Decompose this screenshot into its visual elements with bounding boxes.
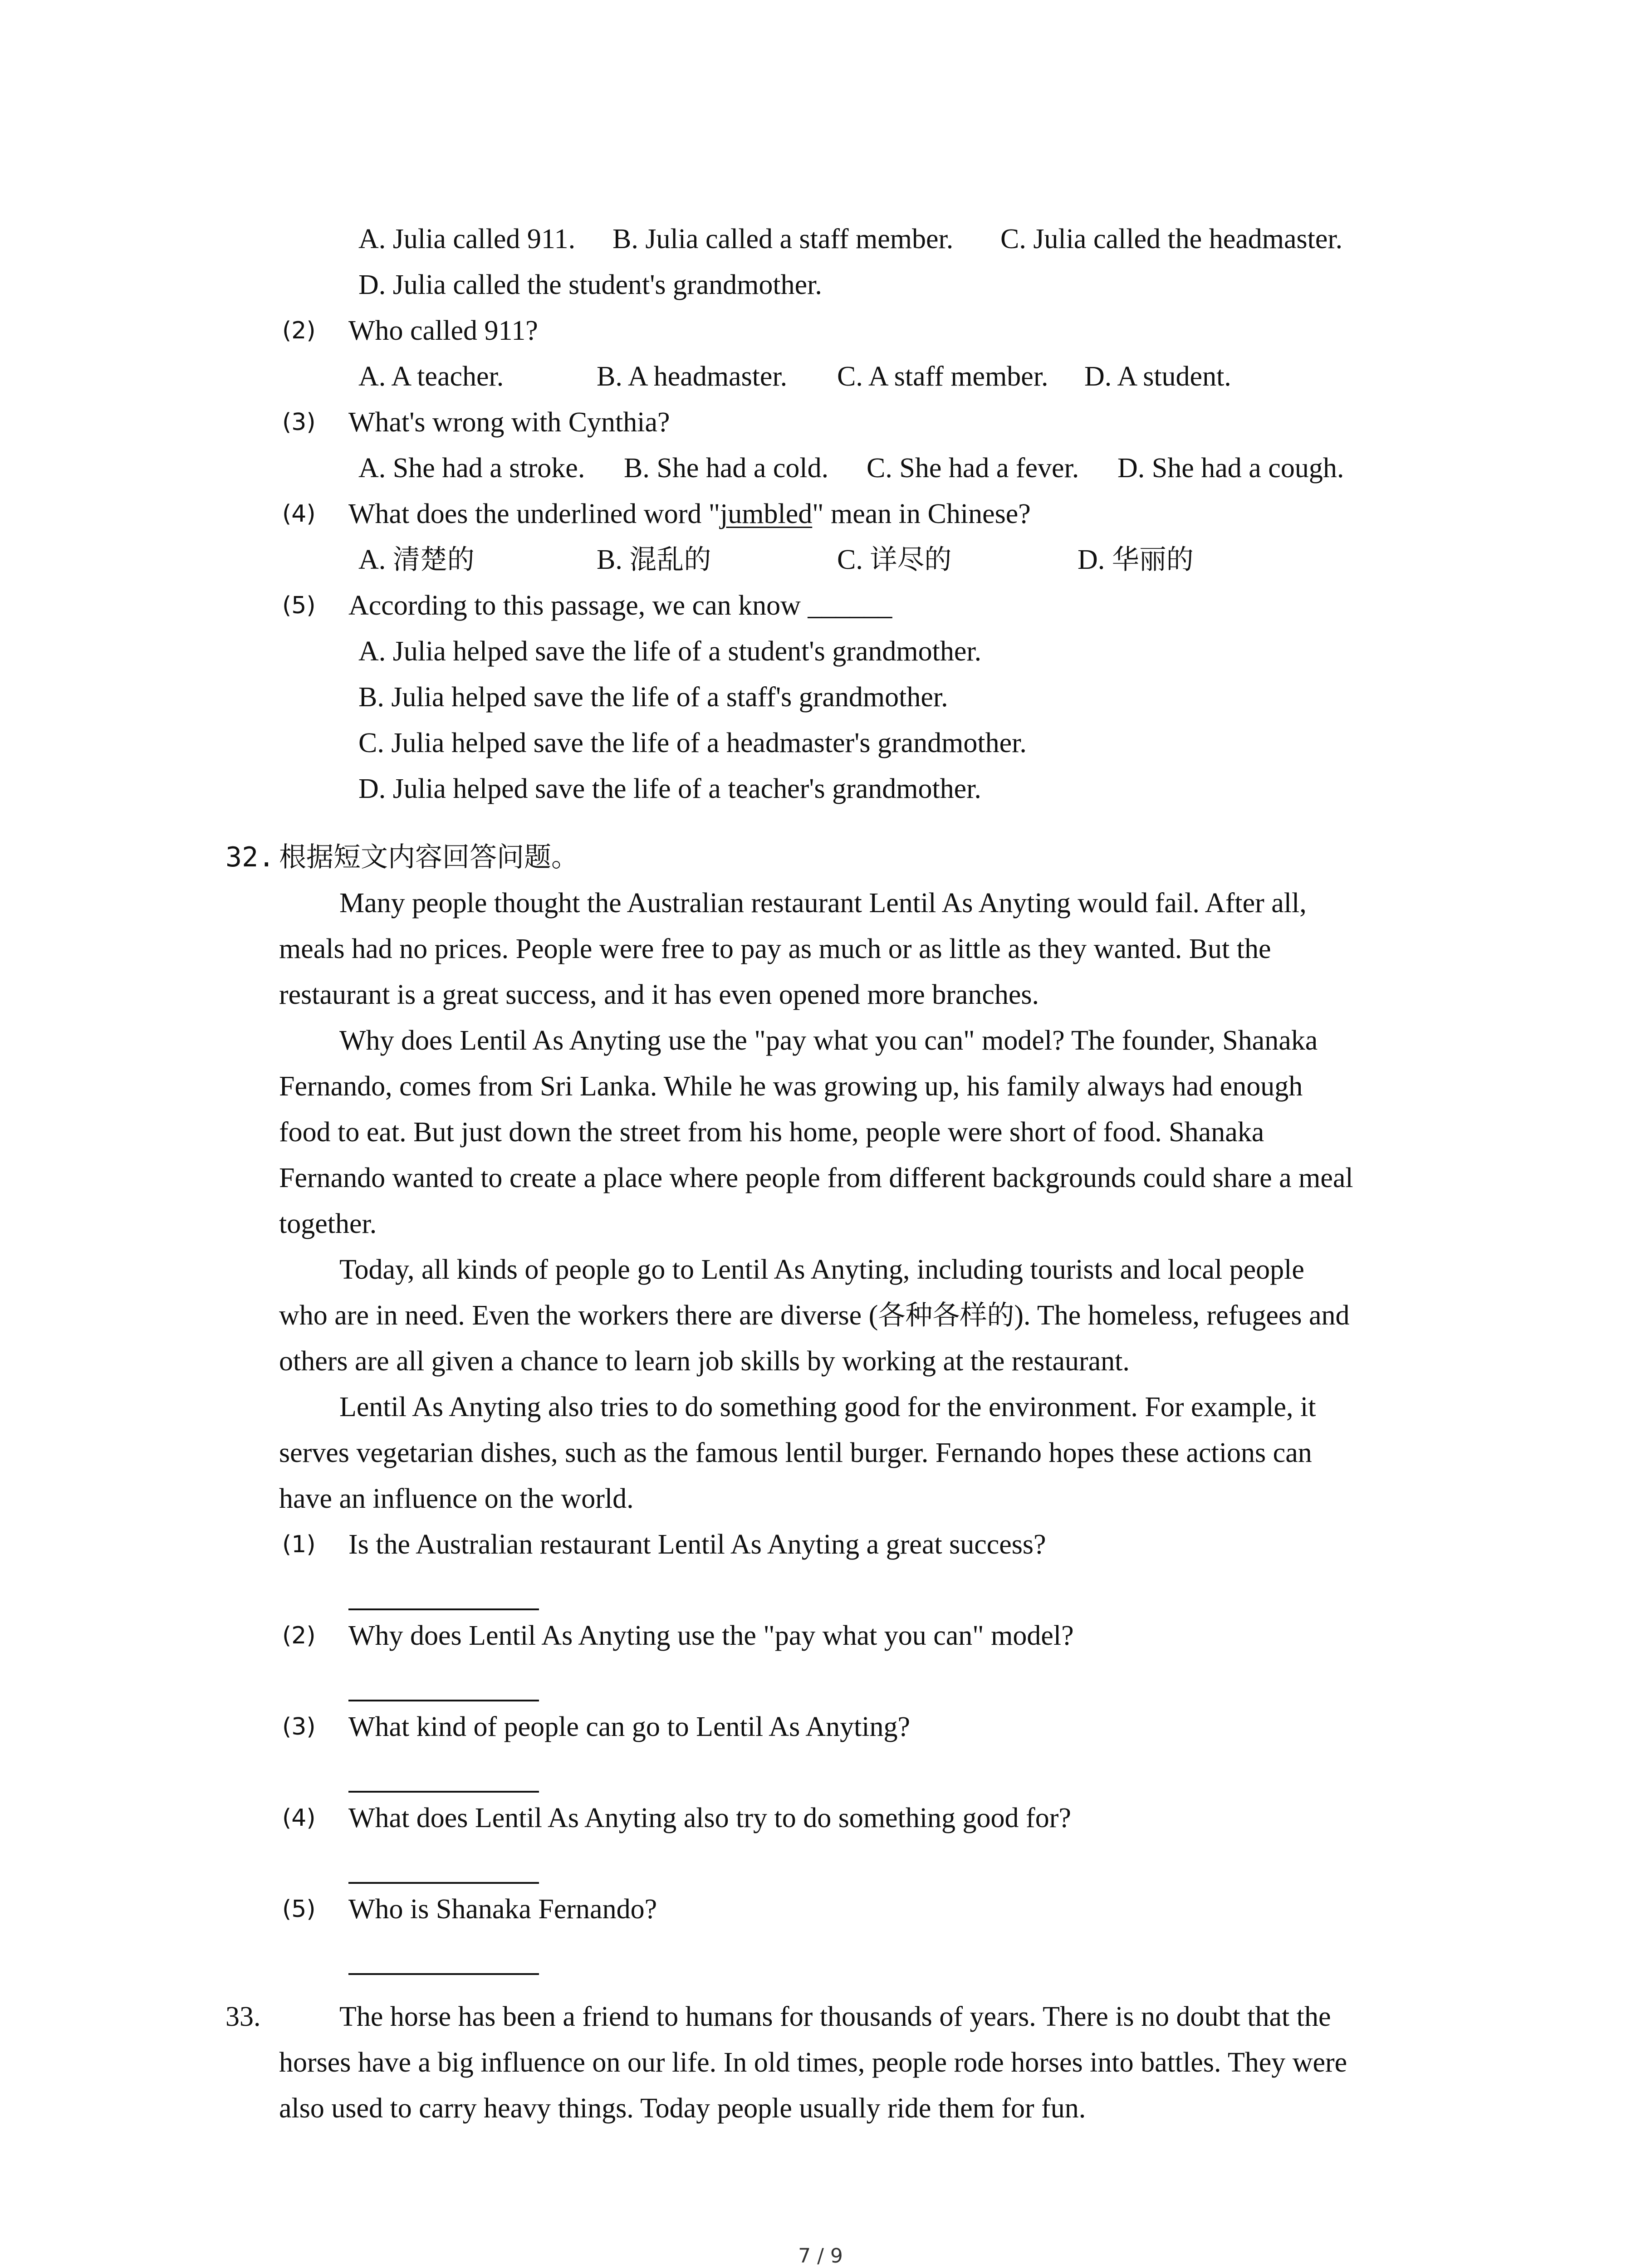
q31-4-option-d — [1078, 542, 1194, 578]
q32-passage-p1-line3: restaurant is a great success, and it has even opened more branches. — [279, 979, 1039, 1010]
q31-1-option-c: C. Julia called the headmaster. — [1000, 224, 1343, 254]
q31-5-option-c: C. Julia helped save the life of a headmaster's grandmother. — [358, 728, 1027, 758]
q32-passage-p3-line2-c: ). The homeless, refugees and — [1014, 1300, 1350, 1331]
q32-4-answer-blank[interactable] — [348, 1882, 539, 1884]
q32-passage-p1-line1: Many people thought the Australian restaurant Lentil As Anyting would fail. After all, — [339, 888, 1307, 919]
q32-3-number: (3) — [282, 1713, 316, 1740]
q31-5-question: According to this passage, we can know ______ — [348, 590, 892, 621]
q32-1-number: (1) — [282, 1531, 316, 1558]
q31-5-number: (5) — [282, 592, 316, 619]
q32-passage-p3-line1: Today, all kinds of people go to Lentil As Anyting, including tourists and local people — [339, 1254, 1304, 1285]
q31-4-question — [348, 496, 1031, 532]
q32-5-question: Who is Shanaka Fernando? — [348, 1894, 657, 1925]
q33-passage-line3: also used to carry heavy things. Today people usually ride them for fun. — [279, 2093, 1086, 2124]
q32-3-answer-blank[interactable] — [348, 1791, 539, 1793]
q32-gloss-chinese: 各种各样的 — [878, 1300, 1014, 1331]
q31-5-option-a: A. Julia helped save the life of a student's grandmother. — [358, 636, 982, 667]
q32-1-answer-blank[interactable] — [348, 1608, 539, 1610]
q33-passage-line2: horses have a big influence on our life. In old times, people rode horses into battles. They were — [279, 2047, 1347, 2078]
q32-passage-p1-line2: meals had no prices. People were free to pay as much or as little as they wanted. But the — [279, 934, 1271, 964]
q31-4-question-after: " mean in Chinese? — [812, 499, 1031, 529]
q31-1-option-b: B. Julia called a staff member. — [612, 224, 954, 254]
q31-3-option-c: C. She had a fever. — [867, 453, 1079, 484]
q32-passage-p2-line5: together. — [279, 1208, 377, 1239]
q32-5-number: (5) — [282, 1896, 316, 1923]
q32-instruction: 根据短文内容回答问题。 — [279, 841, 578, 873]
page-number: 7 / 9 — [798, 2244, 843, 2268]
q31-2-option-c: C. A staff member. — [837, 361, 1048, 392]
q32-4-number: (4) — [282, 1804, 316, 1832]
q32-4-question: What does Lentil As Anyting also try to do something good for? — [348, 1803, 1071, 1833]
q31-4-option-d-letter: D. — [1078, 544, 1105, 575]
q32-number: 32. — [225, 841, 275, 873]
q31-4-option-a — [358, 542, 475, 578]
q31-3-option-b: B. She had a cold. — [624, 453, 829, 484]
q31-5-option-d: D. Julia helped save the life of a teacher's grandmother. — [358, 773, 981, 804]
q32-1-question: Is the Australian restaurant Lentil As Anyting a great success? — [348, 1529, 1046, 1560]
q31-4-option-a-letter: A. — [358, 544, 386, 575]
q31-4-number: (4) — [282, 500, 316, 528]
q31-1-option-a: A. Julia called 911. — [358, 224, 576, 254]
q31-3-option-a: A. She had a stroke. — [358, 453, 585, 484]
q31-4-question-before: What does the underlined word " — [348, 499, 720, 529]
q32-2-number: (2) — [282, 1622, 316, 1649]
q32-3-question: What kind of people can go to Lentil As Anyting? — [348, 1711, 911, 1742]
q32-passage-p2-line3: food to eat. But just down the street from his home, people were short of food. Shanaka — [279, 1117, 1264, 1148]
q31-4-option-c-letter: C. — [837, 544, 863, 575]
q33-number: 33. — [225, 2001, 261, 2032]
q31-2-question: Who called 911? — [348, 315, 538, 346]
q31-2-number: (2) — [282, 317, 316, 344]
q31-3-option-d: D. She had a cough. — [1117, 453, 1344, 484]
q32-passage-p4-line2: serves vegetarian dishes, such as the famous lentil burger. Fernando hopes these actions can — [279, 1437, 1312, 1468]
q32-passage-p4-line3: have an influence on the world. — [279, 1483, 634, 1514]
q31-1-option-d: D. Julia called the student's grandmother. — [358, 269, 822, 300]
q32-5-answer-blank[interactable] — [348, 1973, 539, 1975]
q32-passage-p4-line1: Lentil As Anyting also tries to do something good for the environment. For example, it — [339, 1392, 1316, 1422]
q31-4-option-a-text: 清楚的 — [392, 544, 475, 576]
q31-4-option-b — [597, 542, 711, 578]
q31-2-option-a: A. A teacher. — [358, 361, 504, 392]
q32-passage-p3-line2 — [279, 1297, 1350, 1334]
q31-3-question: What's wrong with Cynthia? — [348, 407, 670, 438]
q31-3-number: (3) — [282, 409, 316, 436]
q32-passage-p2-line4: Fernando wanted to create a place where people from different backgrounds could share a meal — [279, 1163, 1353, 1193]
q32-passage-p3-line3: others are all given a chance to learn job skills by working at the restaurant. — [279, 1346, 1130, 1377]
q32-passage-p2-line1: Why does Lentil As Anyting use the "pay what you can" model? The founder, Shanaka — [339, 1025, 1318, 1056]
q31-5-option-b: B. Julia helped save the life of a staff's grandmother. — [358, 682, 948, 713]
q32-passage-p3-line2-a: who are in need. Even the workers there are diverse ( — [279, 1300, 878, 1331]
q31-4-option-c — [837, 542, 951, 578]
q32-2-answer-blank[interactable] — [348, 1700, 539, 1701]
q32-passage-p2-line2: Fernando, comes from Sri Lanka. While he was growing up, his family always had enough — [279, 1071, 1303, 1102]
q31-4-option-c-text: 详尽的 — [870, 544, 952, 576]
underlined-word: jumbled — [720, 499, 813, 529]
q31-2-option-d: D. A student. — [1084, 361, 1231, 392]
q31-2-option-b: B. A headmaster. — [597, 361, 788, 392]
q32-2-question: Why does Lentil As Anyting use the "pay what you can" model? — [348, 1620, 1074, 1651]
q33-passage-line1: The horse has been a friend to humans for thousands of years. There is no doubt that the — [339, 2001, 1331, 2032]
q31-4-option-b-text: 混乱的 — [629, 544, 711, 576]
q31-4-option-d-text: 华丽的 — [1112, 544, 1194, 576]
q31-4-option-b-letter: B. — [597, 544, 622, 575]
